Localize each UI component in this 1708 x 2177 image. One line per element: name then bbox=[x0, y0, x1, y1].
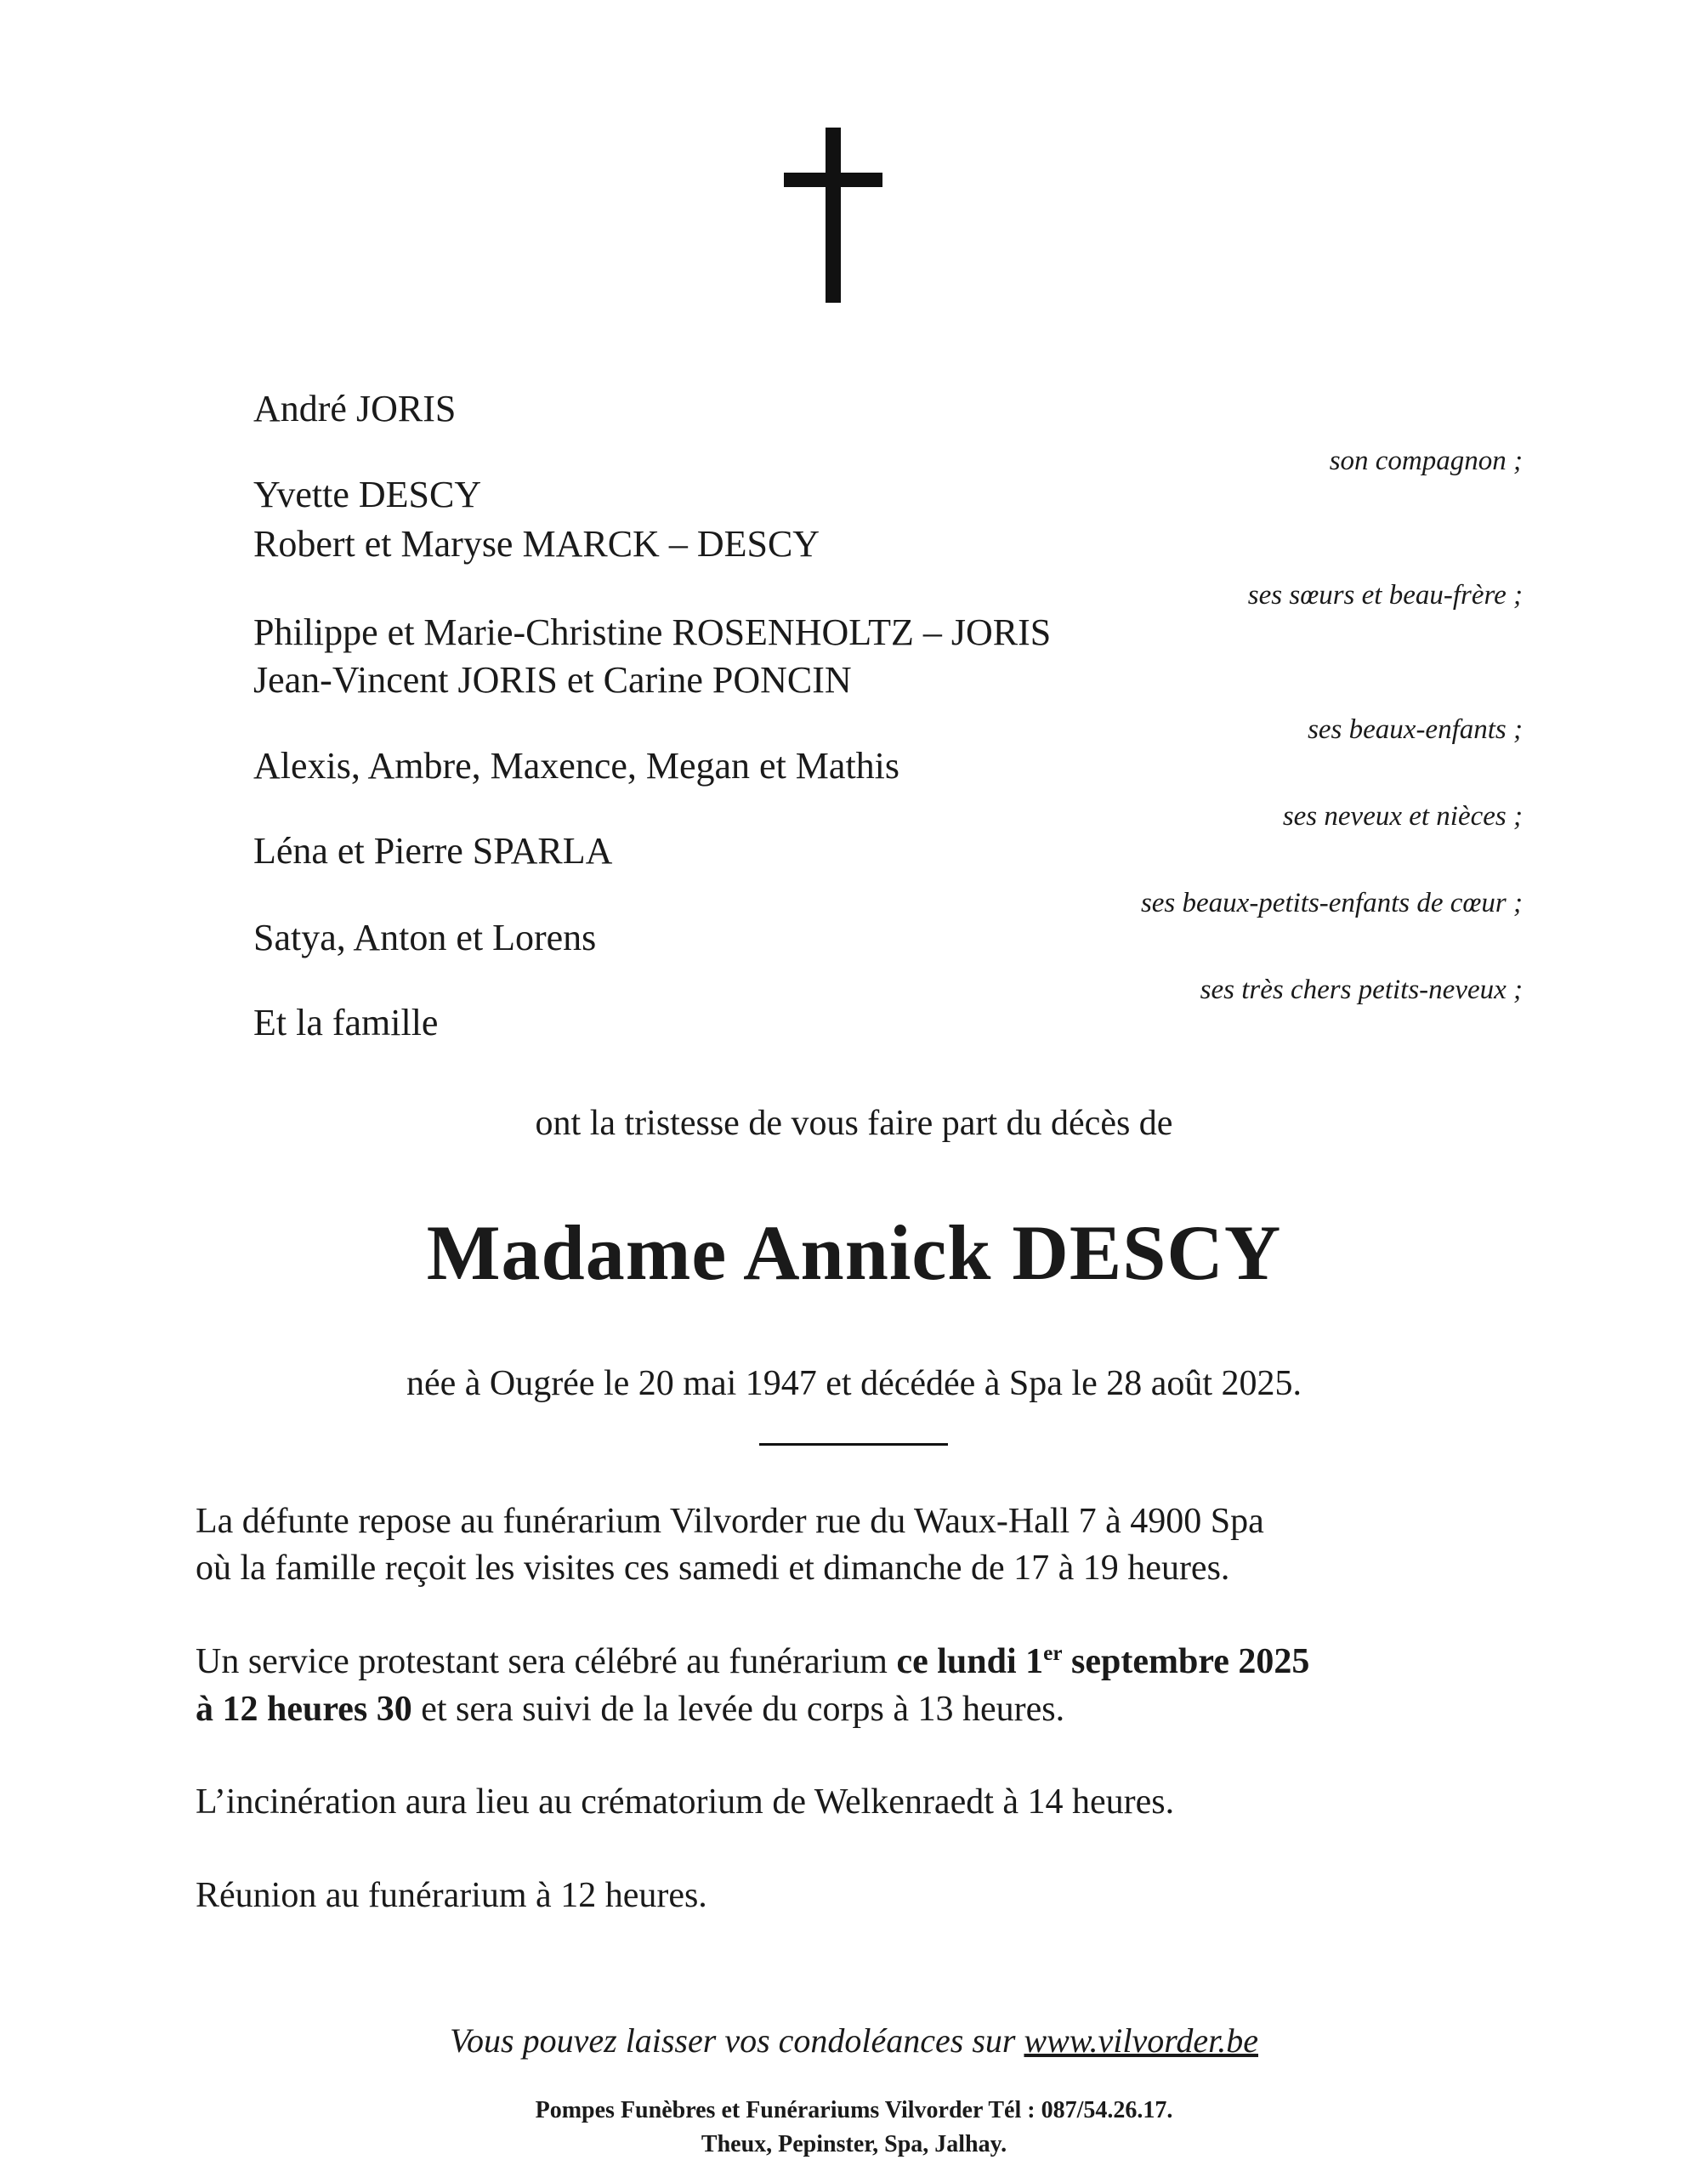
relation-label: ses beaux-enfants ; bbox=[1308, 714, 1523, 745]
service-text: Un service protestant sera célébré au funérarium bbox=[196, 1642, 897, 1681]
family-name: Jean-Vincent JORIS et Carine PONCIN bbox=[253, 659, 852, 701]
service-line-1 bbox=[196, 1641, 1309, 1682]
repose-line-1: La défunte repose au funérarium Vilvorder rue du Waux-Hall 7 à 4900 Spa bbox=[196, 1502, 1264, 1541]
cross-vertical-bar bbox=[826, 128, 841, 303]
family-name: Yvette DESCY bbox=[253, 474, 482, 515]
condolences-link[interactable]: www.vilvorder.be bbox=[1024, 2021, 1258, 2060]
relation-label: ses neveux et nièces ; bbox=[1282, 801, 1523, 832]
cross-horizontal-bar bbox=[784, 173, 882, 187]
service-line-2 bbox=[196, 1689, 1064, 1730]
relation-label: ses sœurs et beau-frère ; bbox=[1247, 580, 1523, 611]
reunion-line: Réunion au funérarium à 12 heures. bbox=[196, 1876, 707, 1915]
family-name: Alexis, Ambre, Maxence, Megan et Mathis bbox=[253, 745, 900, 787]
family-name: Et la famille bbox=[253, 1002, 439, 1043]
service-date-month: septembre 2025 bbox=[1062, 1642, 1310, 1681]
footer-line-2: Theux, Pepinster, Spa, Jalhay. bbox=[701, 2131, 1007, 2157]
service-date-day: ce lundi 1 bbox=[896, 1642, 1044, 1681]
announcement-intro: ont la tristesse de vous faire part du décès de bbox=[535, 1104, 1173, 1143]
cremation-line: L’incinération aura lieu au crématorium de Welkenraedt à 14 heures. bbox=[196, 1782, 1175, 1822]
footer-line-1: Pompes Funèbres et Funérariums Vilvorder Tél : 087/54.26.17. bbox=[535, 2097, 1173, 2123]
relation-label: ses très chers petits-neveux ; bbox=[1200, 975, 1523, 1005]
family-name: Robert et Maryse MARCK – DESCY bbox=[253, 523, 820, 565]
family-name: Philippe et Marie-Christine ROSENHOLTZ – JORIS bbox=[253, 611, 1052, 653]
condolences-line bbox=[0, 2021, 1708, 2060]
repose-line-2: où la famille reçoit les visites ces samedi et dimanche de 17 à 19 heures. bbox=[196, 1549, 1230, 1588]
relation-label: son compagnon ; bbox=[1329, 446, 1523, 476]
family-name: André JORIS bbox=[253, 388, 457, 429]
birth-death-dates: née à Ougrée le 20 mai 1947 et décédée à Spa le 28 août 2025. bbox=[406, 1364, 1302, 1403]
family-name: Léna et Pierre SPARLA bbox=[253, 830, 613, 872]
deceased-name: Madame Annick DESCY bbox=[426, 1209, 1282, 1296]
service-date-sup: er bbox=[1043, 1642, 1063, 1665]
service-date-bold bbox=[896, 1642, 1309, 1681]
family-name: Satya, Anton et Lorens bbox=[253, 917, 597, 958]
service-followup: et sera suivi de la levée du corps à 13 heures. bbox=[411, 1690, 1065, 1729]
service-time-bold: à 12 heures 30 bbox=[196, 1690, 412, 1729]
divider-rule bbox=[759, 1443, 948, 1446]
condolences-text: Vous pouvez laisser vos condoléances sur bbox=[450, 2021, 1024, 2060]
relation-label: ses beaux-petits-enfants de cœur ; bbox=[1140, 888, 1523, 918]
